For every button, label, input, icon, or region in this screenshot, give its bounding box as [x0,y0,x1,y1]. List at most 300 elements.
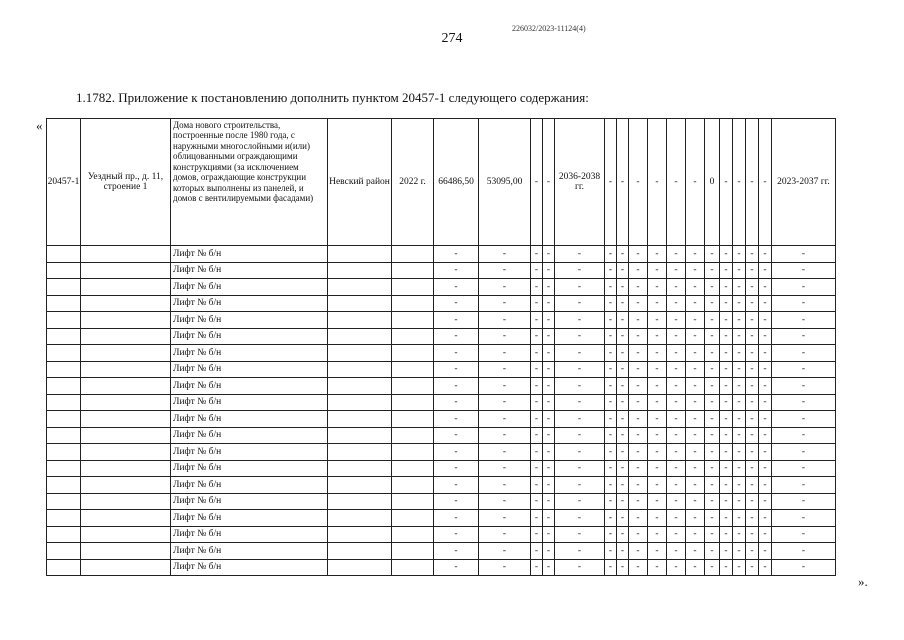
lift-cell-value: - [746,444,759,461]
lift-row [47,312,836,329]
lift-cell-value: - [434,427,479,444]
lift-cell-value: - [543,246,555,263]
lift-label: Лифт № б/н [171,279,328,296]
lift-cell-value: - [686,279,705,296]
lift-cell-value: - [720,460,733,477]
lift-cell-value: - [629,394,648,411]
lift-cell-value: - [543,378,555,395]
lift-cell-value: - [720,477,733,494]
lift-cell-value: - [479,279,531,296]
lift-cell-empty [47,279,81,296]
lift-cell-value: - [759,493,772,510]
lift-cell-value: - [720,526,733,543]
lift-cell-empty [47,246,81,263]
lift-cell-value: - [434,345,479,362]
lift-cell-value: - [479,526,531,543]
lift-cell-value: - [543,394,555,411]
lift-cell-value: - [629,460,648,477]
lift-cell-value: - [629,543,648,560]
lift-cell-value: - [759,427,772,444]
lift-row [47,510,836,527]
lift-cell-empty [392,427,434,444]
lift-cell-value: - [772,312,836,329]
lift-cell-empty [81,444,171,461]
lift-cell-value: - [434,526,479,543]
lift-cell-value: - [733,378,746,395]
lift-cell-value: - [667,361,686,378]
lift-cell-empty [47,559,81,576]
lift-cell-value: - [605,493,617,510]
lift-cell-value: - [648,559,667,576]
lift-cell-value: - [479,328,531,345]
lift-rows [47,246,836,576]
lift-cell-empty [392,493,434,510]
lift-cell-empty [328,526,392,543]
lift-cell-empty [392,246,434,263]
lift-label: Лифт № б/н [171,411,328,428]
lift-cell-value: - [617,279,629,296]
lift-cell-value: - [555,262,605,279]
lift-cell-empty [81,345,171,362]
cell-value: - [733,119,746,246]
lift-cell-value: - [648,279,667,296]
lift-cell-value: - [733,328,746,345]
lift-cell-value: - [617,345,629,362]
lift-cell-empty [392,262,434,279]
lift-label: Лифт № б/н [171,262,328,279]
lift-cell-empty [47,543,81,560]
lift-label: Лифт № б/н [171,444,328,461]
lift-cell-value: - [434,295,479,312]
lift-cell-value: - [720,493,733,510]
lift-cell-value: - [617,444,629,461]
lift-cell-value: - [720,444,733,461]
lift-cell-value: - [667,543,686,560]
lift-cell-empty [328,460,392,477]
lift-cell-value: - [434,543,479,560]
lift-cell-empty [81,493,171,510]
lift-row [47,526,836,543]
lift-cell-value: - [686,543,705,560]
lift-cell-value: - [555,295,605,312]
lift-cell-value: - [617,510,629,527]
lift-cell-empty [81,427,171,444]
lift-cell-value: - [648,493,667,510]
lift-cell-value: - [648,394,667,411]
lift-cell-value: - [479,427,531,444]
lift-cell-value: - [531,543,543,560]
lift-cell-empty [328,493,392,510]
lift-cell-value: - [617,394,629,411]
lift-cell-value: - [705,427,720,444]
lift-cell-value: - [605,427,617,444]
lift-cell-value: - [434,460,479,477]
page-number: 274 [441,31,463,46]
lift-cell-value: - [617,427,629,444]
lift-cell-value: - [629,295,648,312]
lift-cell-value: - [531,295,543,312]
lift-cell-value: - [720,543,733,560]
lift-cell-value: - [543,295,555,312]
lift-cell-value: - [648,510,667,527]
lift-row [47,345,836,362]
lift-cell-value: - [759,262,772,279]
lift-cell-value: - [555,460,605,477]
lift-cell-value: - [543,543,555,560]
lift-cell-value: - [733,460,746,477]
lift-cell-empty [328,295,392,312]
lift-cell-value: - [733,394,746,411]
lift-cell-value: - [686,493,705,510]
lift-cell-value: - [605,444,617,461]
lift-label: Лифт № б/н [171,246,328,263]
lift-cell-value: - [629,312,648,329]
lift-cell-value: - [733,444,746,461]
lift-cell-value: - [629,493,648,510]
lift-cell-value: - [555,510,605,527]
lift-cell-value: - [479,378,531,395]
lift-cell-value: - [705,444,720,461]
lift-cell-value: - [686,444,705,461]
lift-cell-value: - [772,460,836,477]
lift-cell-value: - [705,493,720,510]
lift-cell-value: - [543,279,555,296]
lift-label: Лифт № б/н [171,559,328,576]
lift-cell-value: - [772,328,836,345]
lift-cell-value: - [759,526,772,543]
lift-cell-empty [328,411,392,428]
lift-cell-value: - [772,493,836,510]
lift-label: Лифт № б/н [171,526,328,543]
lift-cell-value: - [686,378,705,395]
lift-row [47,411,836,428]
lift-cell-value: - [705,559,720,576]
lift-cell-empty [81,510,171,527]
lift-cell-empty [328,477,392,494]
lift-cell-value: - [617,526,629,543]
lift-cell-empty [328,444,392,461]
lift-cell-empty [392,411,434,428]
lift-cell-empty [47,394,81,411]
lift-cell-value: - [555,361,605,378]
lift-cell-value: - [531,312,543,329]
lift-cell-value: - [686,411,705,428]
lift-cell-empty [47,427,81,444]
lift-cell-value: - [434,510,479,527]
lift-cell-value: - [759,295,772,312]
lift-cell-value: - [705,328,720,345]
lift-cell-value: - [686,394,705,411]
lift-cell-value: - [733,312,746,329]
lift-cell-value: - [746,246,759,263]
lift-cell-value: - [705,279,720,296]
lift-cell-value: - [746,510,759,527]
lift-cell-value: - [629,378,648,395]
lift-cell-value: - [629,361,648,378]
lift-cell-value: - [772,295,836,312]
lift-cell-value: - [667,312,686,329]
cell-value: - [629,119,648,246]
lift-cell-empty [47,493,81,510]
lift-cell-value: - [531,378,543,395]
lift-cell-value: - [648,444,667,461]
lift-cell-value: - [759,246,772,263]
lift-cell-value: - [434,246,479,263]
lift-cell-value: - [531,279,543,296]
lift-cell-value: - [705,510,720,527]
lift-cell-value: - [605,279,617,296]
lift-cell-value: - [648,262,667,279]
lift-cell-empty [81,477,171,494]
lift-cell-value: - [543,345,555,362]
lift-cell-value: - [733,262,746,279]
lift-cell-value: - [617,312,629,329]
cell-value: - [746,119,759,246]
lift-cell-value: - [733,559,746,576]
lift-cell-value: - [746,543,759,560]
lift-cell-empty [328,345,392,362]
lift-cell-value: - [772,444,836,461]
lift-cell-value: - [648,295,667,312]
lift-cell-value: - [479,394,531,411]
lift-cell-value: - [759,477,772,494]
lift-cell-value: - [667,262,686,279]
lift-row [47,295,836,312]
cell-period-capital: 2036-2038 гг. [555,119,605,246]
lift-cell-value: - [543,411,555,428]
lift-cell-value: - [667,559,686,576]
lift-cell-value: - [531,460,543,477]
lift-row [47,246,836,263]
lift-cell-empty [328,328,392,345]
lift-cell-empty [392,345,434,362]
lift-cell-value: - [705,543,720,560]
lift-row [47,460,836,477]
lift-cell-value: - [705,378,720,395]
lift-cell-value: - [705,312,720,329]
lift-cell-value: - [434,279,479,296]
lift-cell-value: - [667,411,686,428]
lift-cell-value: - [555,559,605,576]
lift-cell-value: - [555,477,605,494]
lift-cell-empty [392,328,434,345]
lift-cell-value: - [605,312,617,329]
lift-cell-empty [81,378,171,395]
lift-label: Лифт № б/н [171,328,328,345]
lift-cell-value: - [759,411,772,428]
lift-cell-value: - [772,427,836,444]
lift-cell-value: - [667,477,686,494]
register-table [46,118,836,576]
lift-cell-empty [328,361,392,378]
lift-cell-value: - [648,477,667,494]
lift-cell-value: - [667,378,686,395]
lift-cell-empty [328,394,392,411]
lift-cell-value: - [686,328,705,345]
lift-cell-value: - [617,477,629,494]
lift-cell-value: - [555,345,605,362]
lift-cell-value: - [648,361,667,378]
lift-cell-empty [81,312,171,329]
lift-cell-value: - [705,460,720,477]
lift-cell-empty [328,246,392,263]
lift-cell-value: - [555,444,605,461]
lift-label: Лифт № б/н [171,312,328,329]
lift-cell-empty [47,526,81,543]
lift-cell-value: - [479,493,531,510]
lift-cell-value: - [746,411,759,428]
lift-cell-empty [392,378,434,395]
lift-cell-value: - [434,378,479,395]
lift-cell-value: - [543,262,555,279]
lift-cell-value: - [746,378,759,395]
lift-cell-value: - [759,361,772,378]
lift-cell-value: - [720,427,733,444]
lift-cell-value: - [479,477,531,494]
lift-cell-value: - [746,328,759,345]
lift-cell-value: - [555,246,605,263]
lift-cell-value: - [479,361,531,378]
lift-row [47,559,836,576]
lift-cell-value: - [479,411,531,428]
lift-cell-value: - [772,559,836,576]
lift-cell-value: - [531,427,543,444]
lift-cell-value: - [648,411,667,428]
lift-cell-value: - [479,262,531,279]
lift-cell-empty [81,411,171,428]
lift-cell-value: - [543,477,555,494]
lift-cell-value: - [605,526,617,543]
lift-cell-value: - [555,394,605,411]
lift-cell-value: - [746,312,759,329]
lift-cell-value: - [479,345,531,362]
lift-cell-value: - [720,559,733,576]
lift-cell-value: - [705,394,720,411]
lift-label: Лифт № б/н [171,493,328,510]
lift-cell-value: - [686,262,705,279]
lift-cell-empty [81,246,171,263]
lift-cell-value: - [617,411,629,428]
lift-cell-value: - [759,279,772,296]
lift-cell-empty [392,510,434,527]
lift-cell-empty [81,559,171,576]
lift-cell-value: - [772,246,836,263]
lift-cell-value: - [605,295,617,312]
lift-cell-value: - [746,361,759,378]
lift-cell-value: - [543,328,555,345]
cell-period-lift: 2023-2037 гг. [772,119,836,246]
lift-cell-value: - [720,361,733,378]
lift-cell-value: - [648,328,667,345]
lift-cell-value: - [720,411,733,428]
lift-cell-value: - [434,361,479,378]
lift-row [47,427,836,444]
lift-cell-value: - [555,279,605,296]
lift-cell-value: - [531,394,543,411]
lift-cell-value: - [629,444,648,461]
lift-cell-value: - [648,526,667,543]
lift-cell-value: - [667,493,686,510]
lift-cell-value: - [555,328,605,345]
lift-cell-value: - [648,246,667,263]
document-code: 226032/2023-11124(4) [512,24,586,33]
lift-cell-value: - [629,262,648,279]
lift-cell-empty [81,279,171,296]
lift-label: Лифт № б/н [171,427,328,444]
lift-cell-value: - [667,246,686,263]
lift-cell-value: - [434,394,479,411]
lift-cell-value: - [531,526,543,543]
lift-row [47,444,836,461]
lift-cell-value: - [686,345,705,362]
lift-cell-value: - [772,477,836,494]
lift-cell-value: - [648,460,667,477]
lift-cell-empty [392,477,434,494]
cell-value: - [605,119,617,246]
lift-cell-empty [392,295,434,312]
lift-cell-value: - [667,427,686,444]
lift-cell-value: - [759,559,772,576]
lift-cell-value: - [605,361,617,378]
lift-cell-value: - [759,510,772,527]
lift-cell-value: - [759,312,772,329]
lift-cell-value: - [772,279,836,296]
lift-cell-empty [392,460,434,477]
cell-address: Уездный пр., д. 11, строение 1 [81,119,171,246]
lift-cell-empty [47,312,81,329]
lift-cell-value: - [686,246,705,263]
lift-cell-value: - [531,559,543,576]
lift-cell-empty [392,526,434,543]
lift-label: Лифт № б/н [171,394,328,411]
table-row-main [47,119,836,246]
paragraph-heading: 1.1782. Приложение к постановлению дополнить пунктом 20457-1 следующего содержания: [76,90,589,105]
lift-cell-value: - [720,262,733,279]
lift-cell-value: - [617,295,629,312]
lift-cell-value: - [605,411,617,428]
lift-cell-value: - [531,246,543,263]
lift-cell-value: - [705,246,720,263]
lift-cell-value: - [479,312,531,329]
lift-cell-empty [81,460,171,477]
lift-cell-value: - [543,460,555,477]
lift-cell-empty [392,394,434,411]
lift-cell-value: - [720,312,733,329]
lift-label: Лифт № б/н [171,543,328,560]
lift-cell-value: - [434,559,479,576]
lift-row [47,378,836,395]
lift-cell-value: - [617,559,629,576]
lift-cell-value: - [434,262,479,279]
lift-cell-value: - [733,543,746,560]
lift-cell-value: - [555,312,605,329]
lift-cell-value: - [479,460,531,477]
lift-cell-value: - [648,312,667,329]
lift-cell-value: - [720,295,733,312]
lift-cell-value: - [531,477,543,494]
lift-cell-value: - [479,559,531,576]
lift-cell-empty [81,394,171,411]
lift-row [47,361,836,378]
lift-cell-empty [47,328,81,345]
lift-cell-value: - [720,246,733,263]
lift-cell-value: - [629,526,648,543]
lift-cell-value: - [617,460,629,477]
lift-cell-value: - [543,427,555,444]
lift-cell-value: - [686,361,705,378]
lift-cell-value: - [705,411,720,428]
lift-cell-value: - [746,262,759,279]
